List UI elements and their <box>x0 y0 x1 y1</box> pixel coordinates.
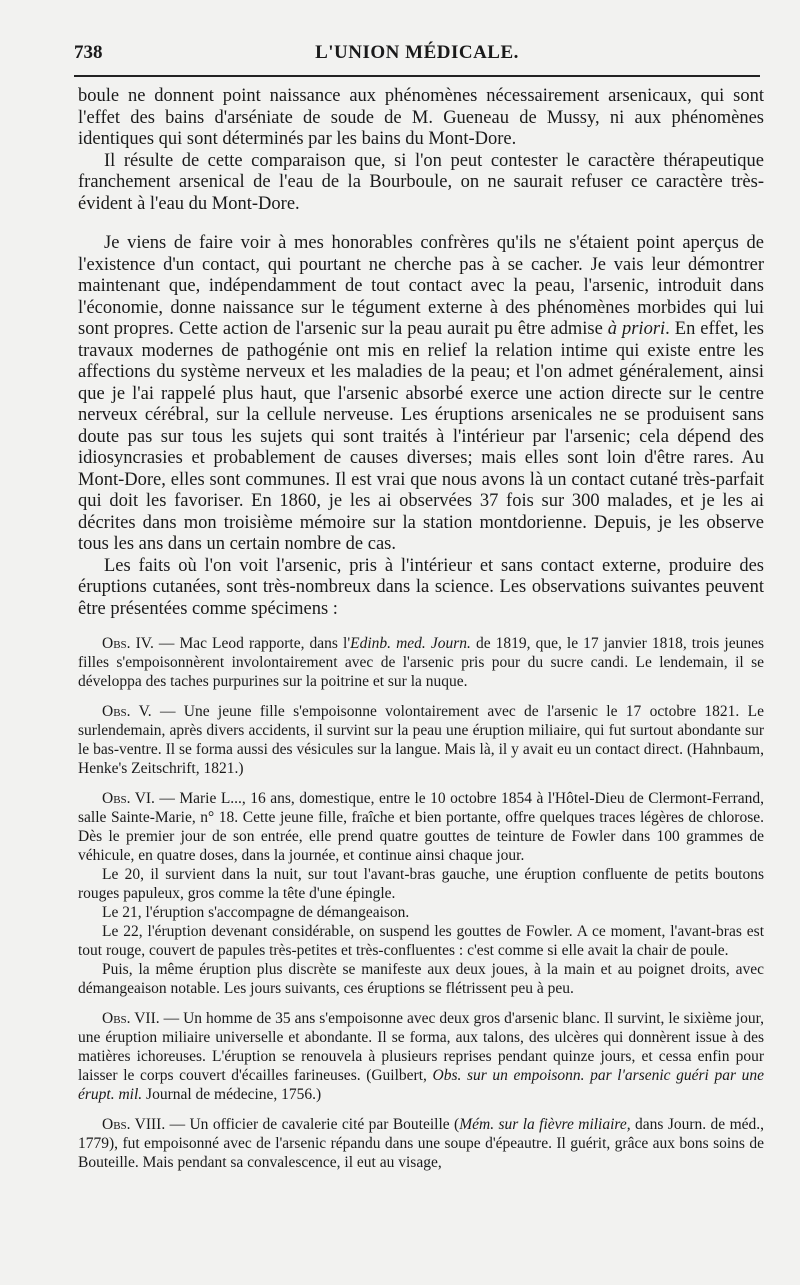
paragraph: Le 22, l'éruption devenant considérable, on suspend les gouttes de Fowler. A ce moment, l'avant-bras est tout rouge, couvert de papules très-petites et très-confluentes : c'est comme si elle avait la chair de poule. <box>78 923 764 959</box>
italic-text: Mém. sur la fièvre miliaire, <box>459 1116 631 1133</box>
text-run: — Marie L..., 16 ans, domestique, entre le 10 octobre 1854 à l'Hôtel-Dieu de Clermont-Ferrand, salle Sainte-Marie, n° 18. Cette jeune fille, fraîche et bien portante, offre quelques traces légères de chlorose. Dès le premier jour de son entrée, elle prend quatre gouttes de teinture de Fowler dans 100 grammes de véhicule, en quatre doses, dans la journée, et continue ainsi chaque jour. <box>78 790 764 864</box>
paragraph <box>78 233 764 556</box>
page-header <box>74 42 760 70</box>
observation-label: Obs. IV. <box>102 635 154 652</box>
text-run: — Une jeune fille s'empoisonne volontairement avec de l'arsenic le 17 octobre 1821. Le surlendemain, après divers accidents, il survint sur la peau une éruption miliaire, qui fut surtout abondante sur le bas-ventre. Il se forma aussi des vésicules sur la langue. Mais là, il y avait eu un contact direct. (Hahnbaum, Henke's Zeitschrift, 1821.) <box>78 703 764 777</box>
running-title: L'UNION MÉDICALE. <box>315 42 519 63</box>
observation-label: Obs. VIII. <box>102 1116 166 1133</box>
observation-label: Obs. VII. <box>102 1010 160 1027</box>
text-run: — Un officier de cavalerie cité par Bouteille ( <box>165 1116 460 1133</box>
text-run: Je viens de faire voir à mes honorables confrères qu'ils ne s'étaient point aperçus de l'existence d'un contact, qui pourtant ne cherche pas à se cacher. Je vais leur démontrer maintenant que, indépendamment de tout contact avec la peau, l'arsenic, introduit dans l'économie, donne naissance sur le tégument externe à des phénomènes morbides qui lui sont propres. Cette action de l'arsenic sur la peau aurait pu être admise <box>78 233 764 339</box>
text-run: . En effet, les travaux modernes de pathogénie ont mis en relief la relation intime qui existe entre les affections du système nerveux et les maladies de la peau; et l'on admet généralement, ainsi que je l'ai rappelé plus haut, que l'arsenic absorbé exerce une action directe sur le centre nerveux cérébral, sur la cellule nerveuse. Les éruptions arsenicales ne se produisent sans doute pas sur tous les sujets qui sont traités à l'intérieur par l'arsenic; cela dépend des idiosyncrasies et probablement de causes diverses; mais elles sont loin d'être rares. Au Mont-Dore, elles sont communes. Il est vrai que nous avons là un contact cutané très-parfait qui doit les favoriser. En 1860, je les ai observées 37 fois sur 300 malades, et je les ai décrites dans mon troisième mémoire sur la station montdorienne. Depuis, je les observe tous les ans dans un certain nombre de cas. <box>78 319 764 554</box>
paragraph: Les faits où l'on voit l'arsenic, pris à l'intérieur et sans contact externe, produire des éruptions cutanées, sont très-nombreux dans la science. Les observations suivantes peuvent être présentées comme spécimens : <box>78 555 764 619</box>
paragraph: Il résulte de cette comparaison que, si l'on peut contester le caractère thérapeutique franchement arsenical de l'eau de la Bourboule, on ne saurait refuser ce caractère très-évident à l'eau du Mont-Dore. <box>78 150 764 214</box>
main-text <box>78 86 764 620</box>
italic-text: Edinb. med. Journ. <box>350 635 471 652</box>
text-run: de 1819, que, le 17 janvier 1818, trois jeunes filles s'empoisonnèrent involontairement avec de l'arsenic pris pour du sucre candi. Le lendemain, il se développa des taches purpurines sur la poitrine et sur la nuque. <box>78 635 764 690</box>
observation-4 <box>78 634 764 691</box>
paragraph: Le 20, il survient dans la nuit, sur tout l'avant-bras gauche, une éruption confluente de petits boutons rouges papuleux, gros comme la tête d'une épingle. <box>78 866 764 902</box>
observation-7 <box>78 1009 764 1104</box>
page-body <box>78 86 764 1172</box>
header-rule <box>74 75 760 77</box>
text-run: — Mac Leod rapporte, dans l' <box>153 635 351 652</box>
text-run: Journal de médecine, 1756.) <box>142 1086 322 1103</box>
page-number: 738 <box>74 42 103 63</box>
italic-text: Obs. sur un empoisonn. par l'arsenic guéri par une érupt. mil. <box>78 1067 764 1103</box>
observations-section <box>78 634 764 1172</box>
italic-text: à priori <box>607 319 666 339</box>
text-run: dans Journ. de méd., 1779), fut empoisonné avec de l'arsenic répandu dans une soupe d'épeautre. Il guérit, grâce aux bons soins de Bouteille. Mais pendant sa convalescence, il eut au visage, <box>78 1116 765 1171</box>
observation-5 <box>78 702 764 778</box>
observation-label: Obs. VI. <box>102 790 155 807</box>
paragraph: Le 21, l'éruption s'accompagne de démangeaison. <box>102 904 410 921</box>
paragraph: boule ne donnent point naissance aux phénomènes nécessairement arsenicaux, qui sont l'effet des bains d'arséniate de soude de M. Gueneau de Mussy, ni aux phénomènes identiques qui sont déterminés par les bains du Mont-Dore. <box>78 86 764 149</box>
observation-6 <box>78 789 764 865</box>
observation-label: Obs. V. <box>102 703 152 720</box>
paragraph: Puis, la même éruption plus discrète se manifeste aux deux joues, à la main et au poignet droits, avec démangeaison notable. Les jours suivants, ces éruptions se flétrissent peu à peu. <box>78 961 764 997</box>
text-run: — Un homme de 35 ans s'empoisonne avec deux gros d'arsenic blanc. Il survint, le sixième jour, une éruption miliaire universelle et abondante. Il se forma, aux talons, des ulcères qui donnèrent issue à des matières ichoreuses. L'éruption se renouvela à plusieurs reprises pendant quinze jours, et cessa enfin pour laisser le corps couvert d'écailles farineuses. (Guilbert, <box>78 1010 764 1084</box>
observation-8 <box>78 1115 764 1172</box>
